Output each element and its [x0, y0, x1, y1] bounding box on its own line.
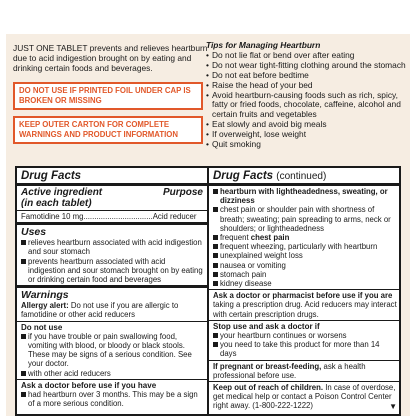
square-bullet-icon — [213, 263, 218, 268]
list-item-text: Raise the head of your bed — [212, 79, 313, 90]
list-item-text: Do not eat before bedtime — [212, 69, 309, 80]
square-bullet-icon — [213, 244, 218, 249]
square-bullet-icon — [213, 333, 218, 338]
continued-label: (continued) — [276, 171, 327, 182]
list-item — [21, 369, 203, 378]
tips-list — [206, 51, 406, 150]
square-bullet-icon — [213, 281, 218, 286]
list-item-text: Quit smoking — [212, 139, 261, 150]
square-bullet-icon — [213, 342, 218, 347]
drug-facts-left-column — [17, 168, 207, 414]
list-item-text: prevents heartburn associated with acid indigestion and sour stomach brought on by eating or drinking certain food and beverages — [28, 256, 203, 285]
pregnancy-text: ask a health professional before use. — [213, 361, 366, 380]
bullet-icon: • — [206, 69, 209, 80]
list-item-text: if you have trouble or pain swallowing food, vomiting with blood, or bloody or black stools. These may be signs of a serious condition. See your doctor. — [28, 331, 192, 369]
bullet-icon: • — [206, 139, 209, 150]
drug-facts-title: Drug Facts — [21, 170, 82, 182]
list-item-text: Eat slowly and avoid big meals — [212, 119, 327, 130]
symptom-text: frequent — [220, 233, 251, 243]
active-ingredient-label: Active ingredient — [21, 187, 103, 198]
square-bullet-icon — [213, 272, 218, 277]
allergy-alert — [21, 301, 203, 319]
uses-section — [17, 222, 207, 285]
symptoms-list — [213, 187, 397, 288]
list-item-text: Avoid heartburn-causing foods such as rich, spicy, fatty or fried foods, chocolate, caffeine, alcohol and certain fruits and vegetables — [212, 89, 401, 120]
pregnancy-section — [209, 360, 401, 381]
square-bullet-icon — [21, 259, 26, 264]
do-not-use-section — [17, 321, 207, 379]
square-bullet-icon — [21, 240, 26, 245]
symptom-text: kidney disease — [220, 279, 272, 289]
list-item — [21, 238, 203, 256]
keep-out-section — [209, 381, 401, 412]
list-item-text: If overweight, lose weight — [212, 129, 307, 140]
carton-warning-box: KEEP OUTER CARTON FOR COMPLETE WARNINGS AND PRODUCT INFORMATION — [13, 116, 203, 144]
square-bullet-icon — [21, 371, 26, 376]
do-not-use-list — [21, 332, 203, 378]
symptom-item — [213, 233, 397, 242]
symptom-text: stomach pain — [220, 269, 267, 279]
do-not-use-title: Do not use — [21, 322, 63, 332]
symptom-item — [213, 270, 397, 279]
symptom-item — [213, 261, 397, 270]
symptom-text: nausea or vomiting — [220, 260, 286, 270]
active-ingredient-section — [17, 183, 207, 210]
drug-facts-continued-label: Drug Facts — [213, 170, 274, 182]
list-item — [21, 390, 203, 408]
list-item — [21, 257, 203, 285]
square-bullet-icon — [21, 392, 26, 397]
symptom-item — [213, 242, 397, 251]
square-bullet-icon — [213, 235, 218, 240]
list-item — [213, 331, 397, 340]
warnings-section — [17, 285, 207, 320]
keep-out-text: In case of overdose, get medical help or contact a Poison Control Center right away. (1-800-222-1222) — [213, 383, 396, 411]
uses-list — [21, 238, 203, 284]
list-item-text: relieves heartburn associated with acid indigestion and sour stomach — [28, 238, 202, 257]
ask-doctor-title: Ask a doctor before use if you have — [21, 380, 157, 390]
symptom-item — [213, 251, 397, 260]
list-item — [213, 340, 397, 358]
list-item — [206, 91, 406, 121]
bullet-icon: • — [206, 59, 209, 70]
list-item — [21, 332, 203, 369]
bullet-icon: • — [206, 49, 209, 60]
drug-facts-continued-title — [209, 168, 401, 183]
bullet-icon: • — [206, 89, 209, 100]
symptom-item — [213, 187, 397, 205]
uses-title: Uses — [21, 226, 47, 239]
drug-facts-right-column — [207, 168, 401, 414]
list-item-text: with other acid reducers — [28, 368, 111, 378]
stop-use-section — [209, 320, 401, 360]
symptom-text: chest pain or shoulder pain with shortness of breath; sweating; pain spreading to arms, neck or shoulders; or lightheadedness — [220, 205, 391, 233]
list-item-text: you need to take this product for more than 14 days — [220, 340, 380, 359]
symptom-bold-text: chest pain — [250, 233, 290, 243]
stop-use-list — [213, 331, 397, 359]
square-bullet-icon — [21, 334, 26, 339]
symptom-text: frequent wheezing, particularly with heartburn — [220, 242, 378, 252]
tips-section — [206, 41, 406, 150]
list-item-text: had heartburn over 3 months. This may be a sign of a more serious condition. — [28, 390, 198, 409]
list-item-text: Do not lie flat or bend over after eating — [212, 49, 355, 60]
intro-text: JUST ONE TABLET prevents and relieves heartburn due to acid indigestion brought on by eating and drinking certain foods and beverages. — [13, 43, 208, 73]
symptom-text: unexplained weight loss — [220, 251, 303, 261]
stop-use-title: Stop use and ask a doctor if — [213, 321, 320, 331]
list-item-text: Do not wear tight-fitting clothing around the stomach — [212, 59, 406, 70]
active-ingredient-sub: (in each tablet) — [21, 198, 92, 209]
purpose-label: Purpose — [162, 187, 203, 198]
ask-pharmacist-section — [209, 289, 401, 320]
bullet-icon: • — [206, 119, 209, 130]
symptom-item — [213, 205, 397, 233]
ask-pharmacist-text: taking a prescription drug. Acid reducers may interact with certain prescription drugs. — [213, 300, 397, 319]
pregnancy-label: If pregnant or breast-feeding, — [213, 361, 322, 371]
symptoms-section — [209, 183, 401, 289]
allergy-alert-label: Allergy alert: — [21, 301, 69, 311]
square-bullet-icon — [213, 253, 218, 258]
symptom-bold-text: heartburn with lightheadedness, sweating, or dizziness — [220, 187, 388, 206]
ask-pharmacist-title: Ask a doctor or pharmacist before use if you are — [213, 291, 393, 301]
square-bullet-icon — [213, 189, 218, 194]
ask-doctor-section — [17, 379, 207, 410]
bullet-icon: • — [206, 79, 209, 90]
allergy-alert-text: Do not use if you are allergic to famotidine or other acid reducers — [21, 301, 179, 320]
drug-facts-box — [15, 166, 401, 416]
tips-title: Tips for Managing Heartburn — [206, 40, 321, 50]
symptom-item — [213, 279, 397, 288]
ask-doctor-list — [21, 390, 203, 408]
warnings-title: Warnings — [21, 289, 69, 302]
list-item-text: your heartburn continues or worsens — [220, 331, 347, 341]
continue-arrow-icon: ▼ — [389, 402, 397, 411]
list-item — [206, 140, 406, 150]
ingredient-row: Famotidine 10 mg................................Acid reducer — [17, 210, 207, 222]
square-bullet-icon — [213, 207, 218, 212]
foil-warning-box: DO NOT USE IF PRINTED FOIL UNDER CAP IS BROKEN OR MISSING — [13, 82, 203, 110]
keep-out-label: Keep out of reach of children. — [213, 383, 324, 393]
bullet-icon: • — [206, 129, 209, 140]
